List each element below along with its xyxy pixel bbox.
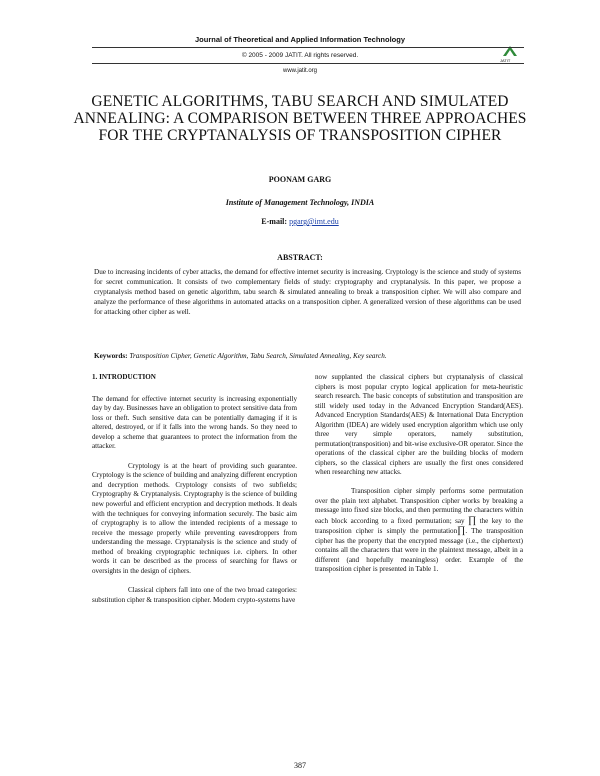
paragraph: Classical ciphers fall into one of the two broad categories: substitution cipher & transposition cipher. Modern crypto-systems have (92, 586, 297, 604)
paragraph-transposition (315, 487, 523, 575)
logo-text: JATIT (500, 58, 511, 63)
paper-title: GENETIC ALGORITHMS, TABU SEARCH AND SIMULATED ANNEALING: A COMPARISON BETWEEN THREE APPROACHES FOR THE CRYPTANALYSIS OF TRANSPOSITION CIPHER (73, 93, 527, 144)
page-number: 387 (294, 761, 306, 770)
header-rule-bottom (92, 63, 524, 64)
abstract-heading: ABSTRACT: (277, 253, 323, 262)
section-heading: 1. INTRODUCTION (92, 373, 156, 381)
keywords-list: Transposition Cipher, Genetic Algorithm, Tabu Search, Simulated Annealing, Key search. (129, 352, 387, 360)
paragraph: now supplanted the classical ciphers but cryptanalysis of classical ciphers is most popular crypto logical application for meta-heuristic search research. The basic concepts of substitution and transposition are still widely used today in the Advanced Encryption Standard(AES). Advanced Encryption Standards(AES) & International Data Encryption Algorithm (IDEA) are widely used encryption algorithm which use only three very simple operators, namely substitution, permutation(transposition) and bit-wise exclusive-OR operator. Since the operations of the classical cipher are the building blocks of modern ciphers, so the classical ciphers are usually the first ones considered when researching new attacks. (315, 373, 523, 477)
copyright-notice: © 2005 - 2009 JATIT. All rights reserved. (241, 52, 359, 59)
paragraph-part: the key to the transposition cipher is simply the permutation (315, 516, 523, 536)
keywords-label: Keywords: (94, 352, 128, 360)
keywords-line (94, 352, 521, 360)
left-column (92, 373, 297, 615)
author-affiliation: Institute of Management Technology, INDIA (225, 198, 375, 207)
pi-symbol: ∏ (468, 514, 477, 526)
pi-symbol: ∏ (457, 525, 466, 537)
paragraph-part: Transposition cipher simply performs some permutation over the plain text alphabet. Transposition cipher works by breaking a message into fixed size blocks, and then permuting the characters within each block according to a fixed permutation; say (315, 487, 523, 525)
author-email-line (0, 217, 600, 226)
paragraph: The demand for effective internet security is increasing exponentially day by day. Businesses have an obligation to protect sensitive data from loss or theft. Such sensitive data can be potentially damaging if it is altered, destroyed, or if it falls into the wrong hands. So they need to develop a scheme that guarantees to protect the information from the attacker. (92, 394, 297, 451)
paragraph-part: . The transposition cipher has the property that the encrypted message (i.e., the ciphertext) contains all the characters that were in the plaintext message, albeit in a different (and hopefully meaningless) order. Example of the transposition cipher is presented in Table 1. (315, 527, 524, 574)
right-column (315, 373, 523, 584)
journal-name: Journal of Theoretical and Applied Information Technology (194, 35, 405, 44)
header-rule-top (92, 47, 524, 48)
paragraph: Cryptology is at the heart of providing such guarantee. Cryptology is the science of building and analyzing different encryption and decryption methods. Cryptology consists of two subfields; Cryptography & Cryptanalysis. Cryptography is the science of building new powerful and efficient encryption and decryption methods. It deals with the techniques for conveying information securely. The basic aim of cryptography is to allow the intended recipients of a message to receive the message properly while preventing eavesdroppers from understanding the message. Cryptanalysis is the science and study of method of breaking cryptographic techniques i.e. ciphers. In other words it can be described as the process of searching for flaws or oversights in the design of ciphers. (92, 461, 297, 575)
author-name: POONAM GARG (268, 175, 332, 184)
abstract-text: Due to increasing incidents of cyber attacks, the demand for effective internet security is increasing. Cryptology is the science and study of systems for secret communication. It consists of two complementary fields of study: cryptography and cryptanalysis. In this paper, we propose a cryptanalysis method based on genetic algorithm, tabu search & simulated annealing to break a transposition cipher. We will also compare and analyze the performance of these algorithms in automated attacks on a transposition cipher. A generalized version of these algorithms can be used for attacking other cipher as well. (94, 268, 521, 316)
email-link[interactable]: pgarg@imt.edu (289, 217, 339, 226)
journal-url: www.jatit.org (282, 68, 317, 74)
email-label: E-mail: (261, 217, 288, 226)
